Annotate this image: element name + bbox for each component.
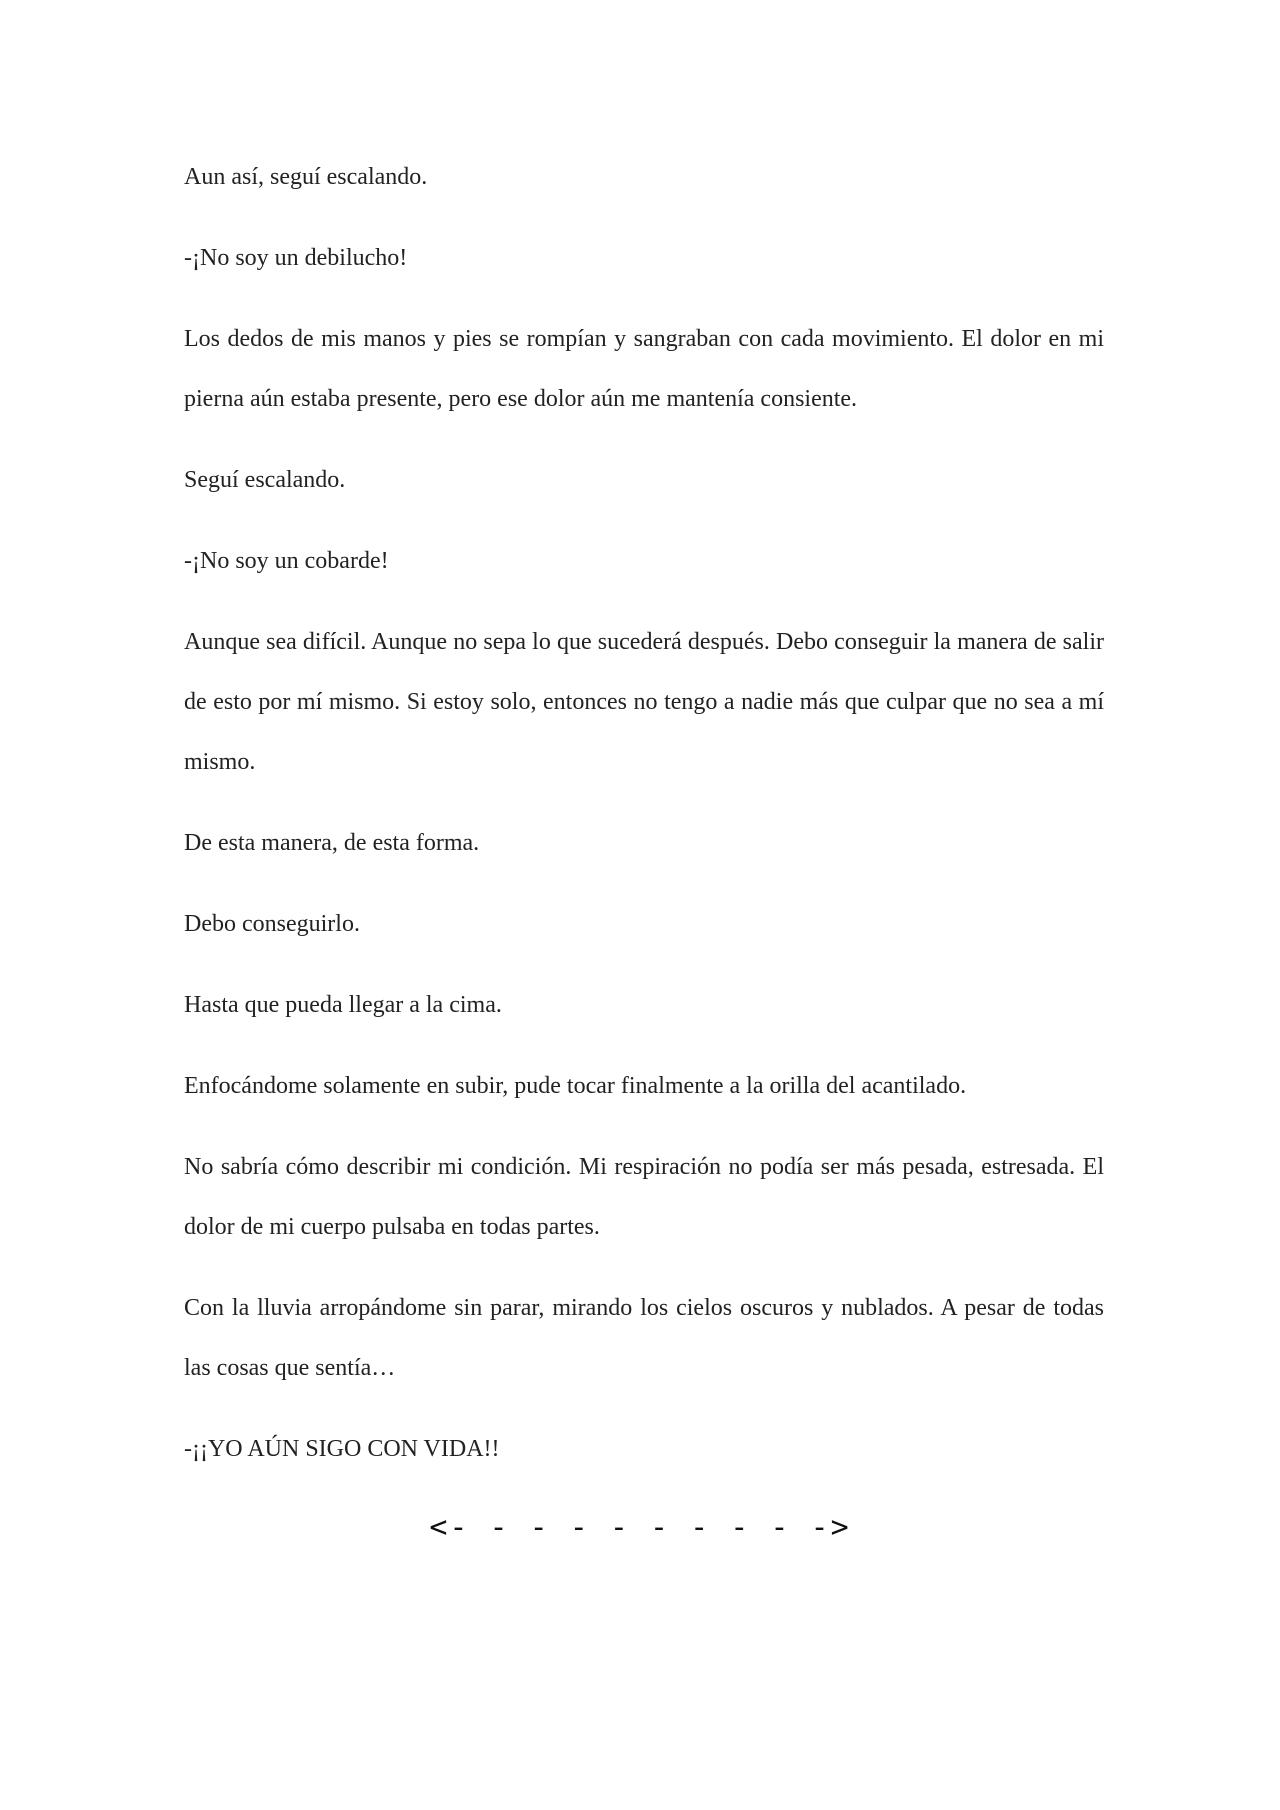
paragraph: Aunque sea difícil. Aunque no sepa lo que sucederá después. Debo conseguir la manera de salir de esto por mí mismo. Si estoy solo, entonces no tengo a nadie más que culpar que no sea a mí mismo. [184, 629, 1104, 775]
dialogue-line: -¡No soy un debilucho! [184, 245, 408, 271]
paragraph: Hasta que pueda llegar a la cima. [184, 992, 502, 1018]
paragraph: Enfocándome solamente en subir, pude tocar finalmente a la orilla del acantilado. [184, 1073, 967, 1099]
paragraph: De esta manera, de esta forma. [184, 830, 480, 856]
paragraph: No sabría cómo describir mi condición. Mi respiración no podía ser más pesada, estresada. El dolor de mi cuerpo pulsaba en todas partes. [184, 1154, 1104, 1240]
paragraph: Seguí escalando. [184, 467, 346, 493]
paragraph: Aun así, seguí escalando. [184, 164, 428, 190]
dialogue-line: -¡¡YO AÚN SIGO CON VIDA!! [184, 1436, 500, 1462]
dialogue-line: -¡No soy un cobarde! [184, 548, 389, 574]
body-text [184, 147, 1104, 1479]
paragraph: Debo conseguirlo. [184, 911, 360, 937]
paragraph: Los dedos de mis manos y pies se rompían y sangraban con cada movimiento. El dolor en mi pierna aún estaba presente, pero ese dolor aún me mantenía consiente. [184, 326, 1104, 412]
paragraph: Con la lluvia arropándome sin parar, mirando los cielos oscuros y nublados. A pesar de todas las cosas que sentía… [184, 1295, 1104, 1381]
section-separator: <- - - - - - - - - -> [429, 1510, 851, 1545]
